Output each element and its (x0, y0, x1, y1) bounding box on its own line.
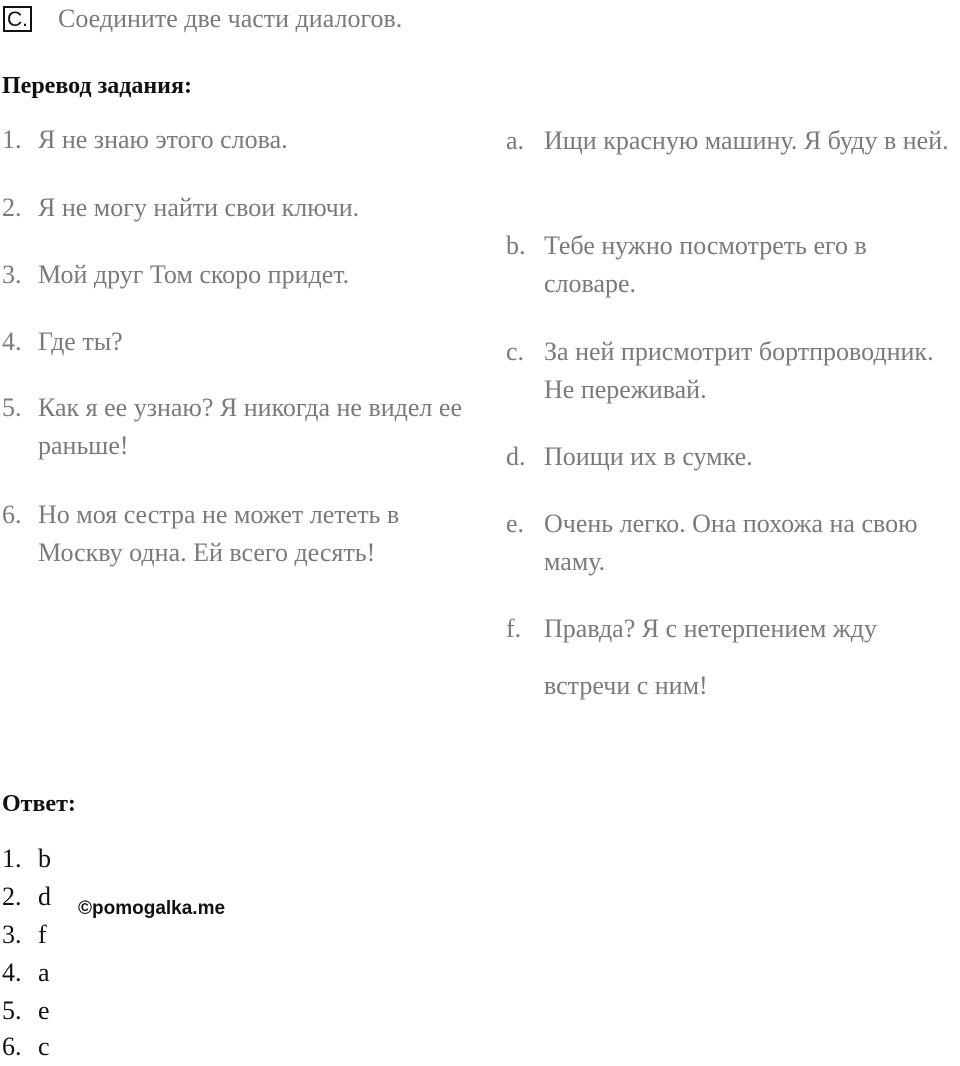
item-letter: e. (506, 509, 525, 538)
task-instruction: Соедините две части диалогов. (58, 4, 403, 33)
answer-item (2, 916, 47, 954)
task-badge: C. (3, 6, 32, 32)
answer-value: c (38, 1032, 50, 1061)
answer-item (2, 878, 51, 916)
list-item (2, 121, 472, 159)
answer-value: a (38, 958, 50, 987)
item-text: За ней присмотрит бортпроводник. Не переживай. (544, 337, 934, 404)
list-item (2, 389, 472, 465)
item-text: Я не знаю этого слова. (38, 125, 288, 154)
item-letter: a. (506, 126, 525, 155)
item-text: Тебе нужно посмотреть его в словаре. (544, 231, 867, 298)
item-letter: c. (506, 337, 525, 366)
watermark: ©pomogalka.me (78, 898, 226, 919)
item-text: Но моя сестра не может лететь в Москву одна. Ей всего десять! (38, 500, 400, 567)
answer-number: 6. (2, 1032, 22, 1061)
answer-number: 5. (2, 996, 22, 1025)
item-text: Как я ее узнаю? Я никогда не видел ее раньше! (38, 393, 462, 460)
item-text: Ищи красную машину. Я буду в ней. (544, 126, 949, 155)
item-number: 6. (2, 500, 22, 529)
item-text: Правда? Я с нетерпением жду (544, 614, 877, 643)
item-number: 3. (2, 260, 22, 289)
list-item (2, 496, 472, 572)
item-text: встречи с ним! (544, 671, 708, 700)
item-letter: d. (506, 442, 526, 471)
list-item (2, 256, 472, 294)
item-number: 5. (2, 393, 22, 422)
translation-heading: Перевод задания: (2, 73, 192, 99)
item-letter: b. (506, 231, 526, 260)
item-text: Я не могу найти свои ключи. (38, 193, 360, 222)
item-text: Очень легко. Она похожа на свою маму. (544, 509, 918, 576)
list-item (506, 122, 960, 198)
item-text: Где ты? (38, 327, 123, 356)
answer-number: 1. (2, 844, 22, 873)
list-item (2, 323, 472, 361)
answer-item (2, 954, 50, 992)
answer-value: d (38, 882, 51, 911)
list-item (2, 189, 472, 227)
list-item (506, 227, 960, 303)
item-text: Мой друг Том скоро придет. (38, 260, 350, 289)
item-text: Поищи их в сумке. (544, 442, 753, 471)
answer-number: 4. (2, 958, 22, 987)
answer-item (2, 992, 50, 1030)
answer-item (2, 1028, 50, 1066)
answer-value: f (38, 920, 47, 949)
list-item (506, 610, 960, 648)
item-number: 2. (2, 193, 22, 222)
list-item (506, 333, 960, 409)
item-number: 4. (2, 327, 22, 356)
answer-number: 2. (2, 882, 22, 911)
list-item (506, 438, 960, 476)
answer-number: 3. (2, 920, 22, 949)
answer-value: e (38, 996, 50, 1025)
list-item-continuation (506, 667, 960, 705)
answer-item (2, 840, 51, 878)
list-item (506, 505, 960, 581)
answer-value: b (38, 844, 51, 873)
answer-heading: Ответ: (2, 791, 76, 817)
item-letter: f. (506, 614, 522, 643)
item-number: 1. (2, 125, 22, 154)
